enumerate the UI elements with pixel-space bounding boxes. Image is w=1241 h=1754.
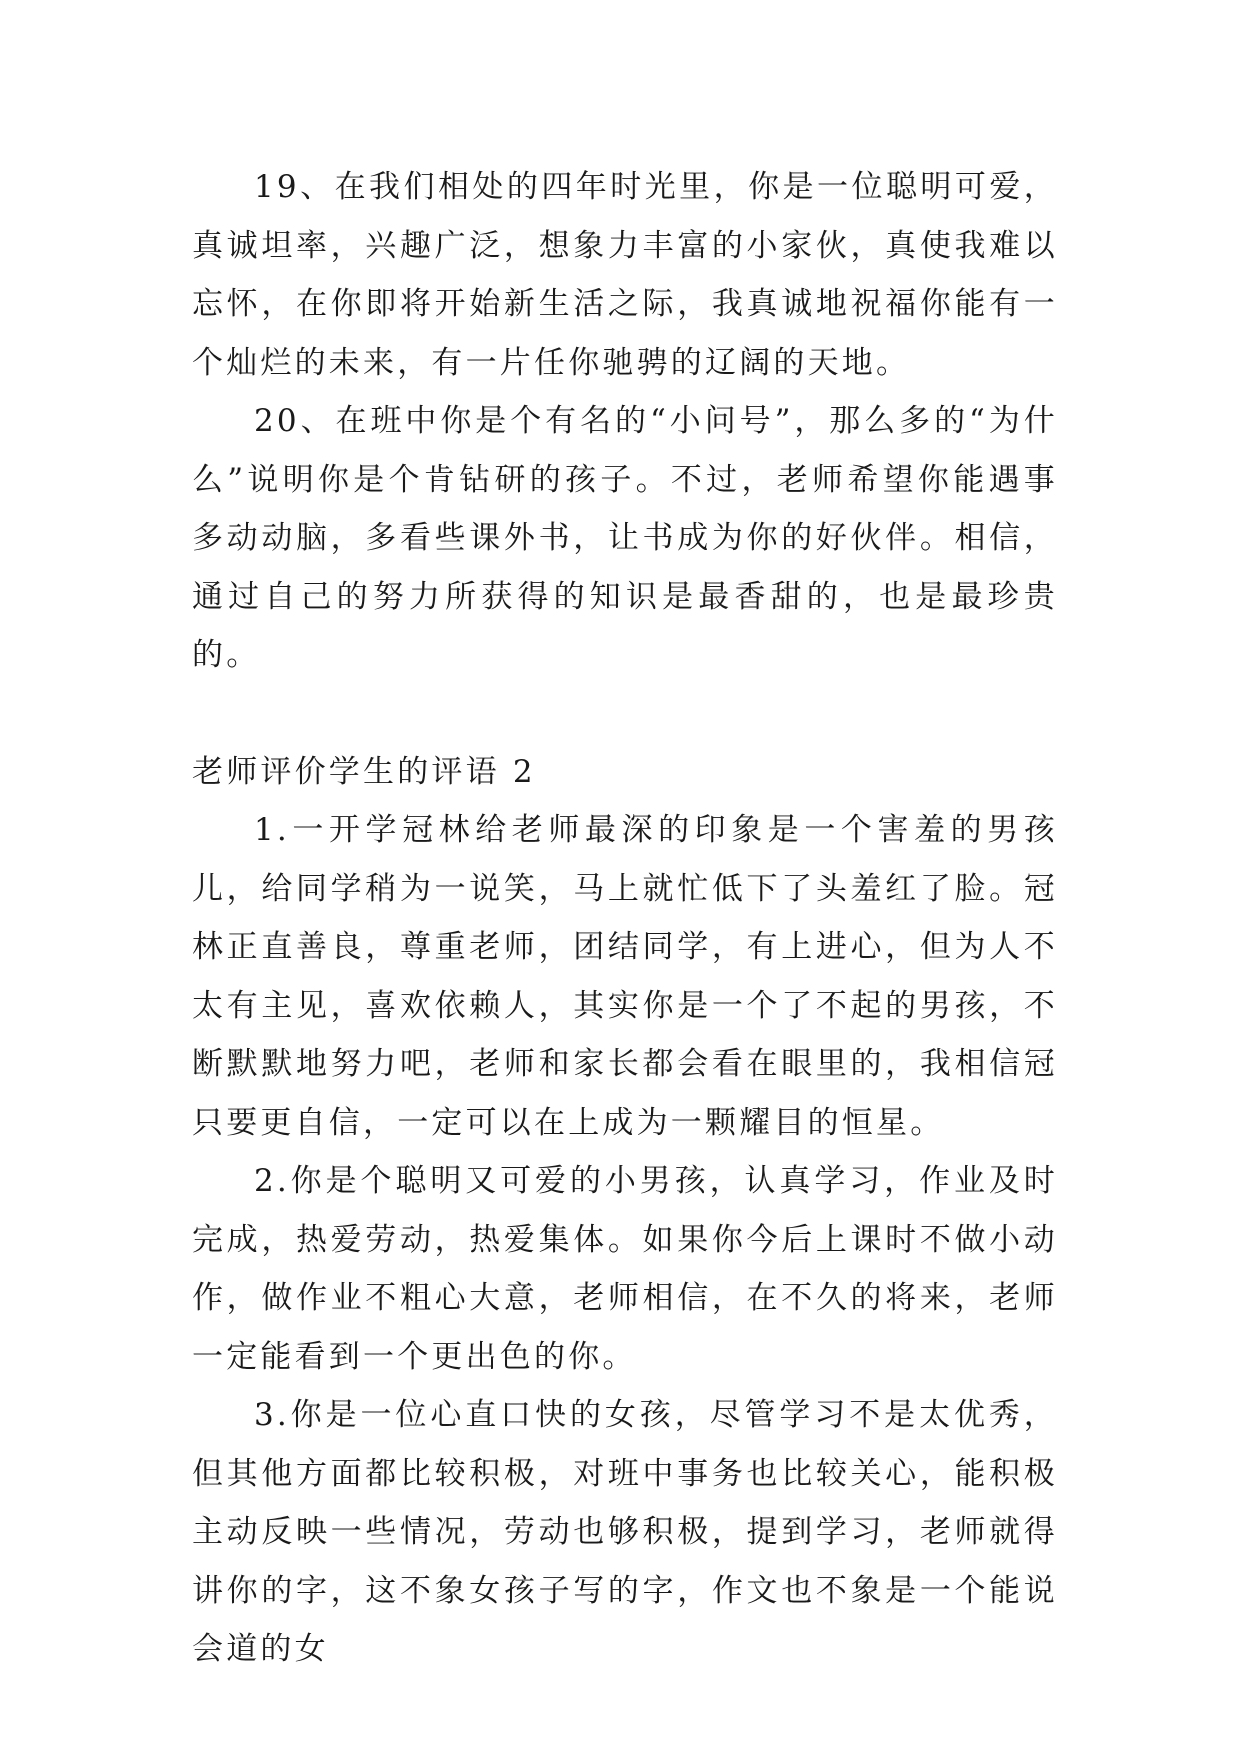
paragraph-2: 2.你是个聪明又可爱的小男孩，认真学习，作业及时完成，热爱劳动，热爱集体。如果你今后上课时不做小动作，做作业不粗心大意，老师相信，在不久的将来，老师一定能看到一个更出色的你。 bbox=[192, 1163, 1058, 1375]
paragraph-20: 20、在班中你是个有名的“小问号”，那么多的“为什么”说明你是个肯钻研的孩子。不过，老师希望你能遇事多动动脑，多看些课外书，让书成为你的好伙伴。相信，通过自己的努力所获得的知识是最香甜的，也是最珍贵的。 bbox=[192, 403, 1058, 673]
paragraph-1: 1.一开学冠林给老师最深的印象是一个害羞的男孩儿，给同学稍为一说笑，马上就忙低下了头羞红了脸。冠林正直善良，尊重老师，团结同学，有上进心，但为人不太有主见，喜欢依赖人，其实你是一个了不起的男孩，不断默默地努力吧，老师和家长都会看在眼里的，我相信冠只要更自信，一定可以在上成为一颗耀目的恒星。 bbox=[192, 812, 1058, 1141]
document-body bbox=[192, 158, 1058, 1679]
paragraph-3: 3.你是一位心直口快的女孩，尽管学习不是太优秀，但其他方面都比较积极，对班中事务也比较关心，能积极主动反映一些情况，劳动也够积极，提到学习，老师就得讲你的字，这不象女孩子写的字，作文也不象是一个能说会道的女 bbox=[192, 1397, 1058, 1667]
paragraph-19: 19、在我们相处的四年时光里，你是一位聪明可爱，真诚坦率，兴趣广泛，想象力丰富的小家伙，真使我难以忘怀，在你即将开始新生活之际，我真诚地祝福你能有一个灿烂的未来，有一片任你驰骋的辽阔的天地。 bbox=[192, 169, 1058, 381]
section-title: 老师评价学生的评语 2 bbox=[192, 753, 536, 790]
